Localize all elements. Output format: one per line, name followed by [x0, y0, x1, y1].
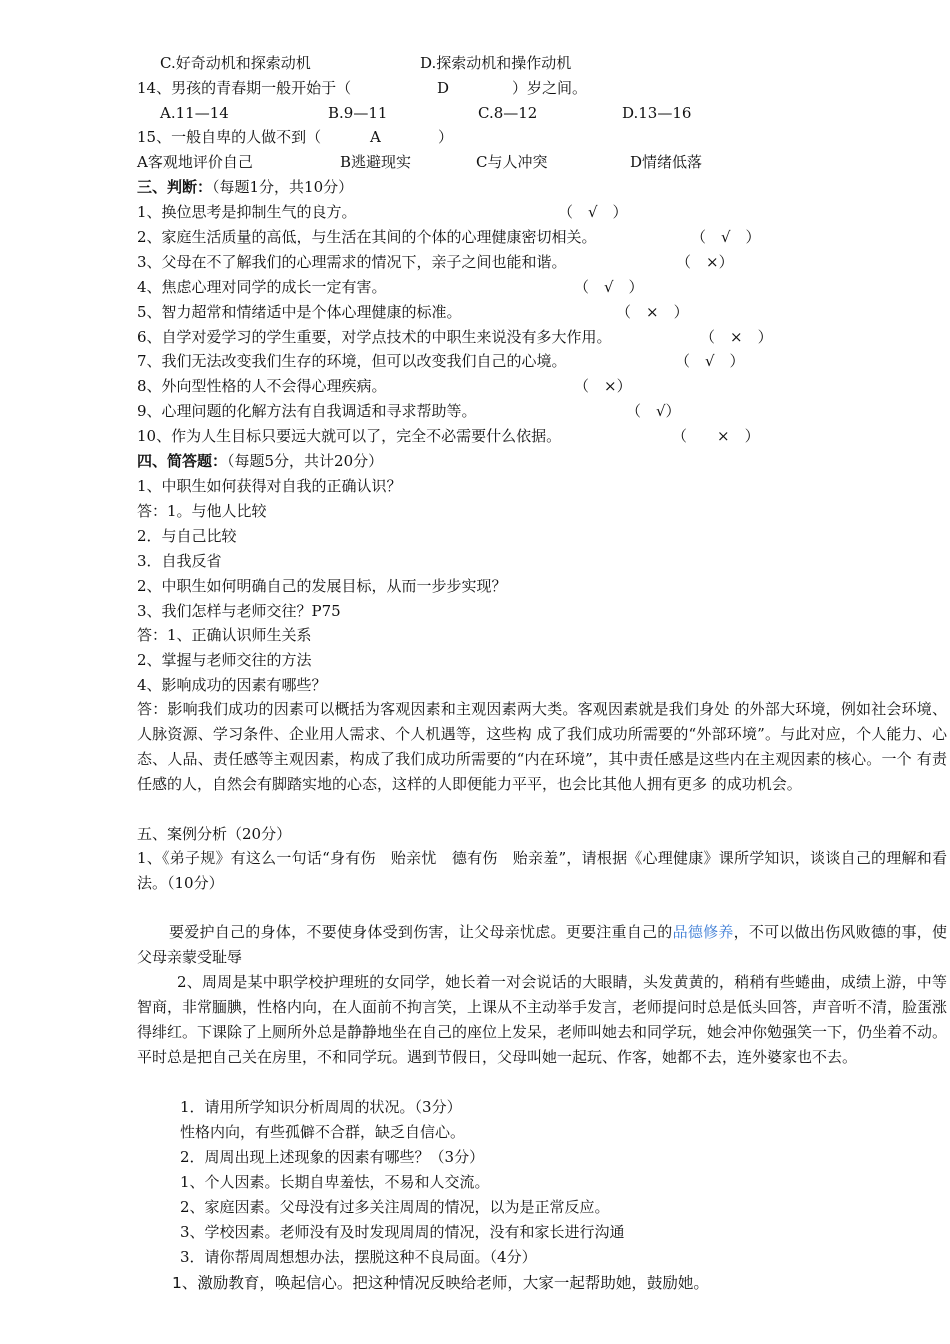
case-heading: 五、案例分析（20分） — [137, 825, 292, 843]
case-q1-answer-pre: 要爱护自己的身体，不要使身体受到伤害，让父母亲忧虑。更要注重自己的 — [169, 923, 673, 941]
judge-heading-note: （每题1分，共10分） — [212, 178, 354, 196]
judge-item-6: 6、自学对爱学习的学生重要，对学点技术的中职生来说没有多大作用。 — [137, 328, 612, 346]
case-q1: 1、《弟子规》有这么一句话“身有伤 贻亲忧 德有伤 贻亲羞”，请根据《心理健康》课所学知识，谈谈自己的理解和看法。（10分） — [137, 849, 947, 892]
q15-answer: A — [370, 128, 381, 146]
case-q2: 2、周周是某中职学校护理班的女同学，她长着一对会说话的大眼睛，头发黄黄的，稍稍有些蜷曲，成绩上游，中等智商，非常腼腆，性格内向，在人面前不拘言笑，上课从不主动举手发言，老师提问时总是低头回答，声音听不清，脸蛋涨得绯红。下课除了上厕所外总是静静地坐在自己的座位上发呆，老师叫她去和同学玩，她会冲你勉强笑一下，仍坐着不动。平时总是把自己关在房里，不和同学玩。遇到节假日，父母叫她一起玩、作客，她都不去，连外婆家也不去。 — [137, 973, 948, 1066]
q13-option-c: C.好奇动机和探索动机 — [160, 54, 311, 72]
short-q1: 1、中职生如何获得对自我的正确认识？ — [137, 477, 402, 495]
moral-cultivation-link[interactable]: 品德修养 — [672, 923, 734, 941]
case-sub2: 2．周周出现上述现象的因素有哪些？（3分） — [180, 1148, 485, 1166]
short-q3-answer-2: 2、掌握与老师交往的方法 — [137, 651, 312, 669]
case-sub1: 1．请用所学知识分析周周的状况。（3分） — [180, 1098, 462, 1116]
judge-mark-7: （ √ ） — [675, 352, 745, 370]
q15-option-b: B逃避现实 — [340, 153, 412, 171]
judge-heading: 三、判断： — [137, 178, 213, 196]
q15-option-d: D情绪低落 — [630, 153, 703, 171]
judge-item-2: 2、家庭生活质量的高低，与生活在其间的个体的心理健康密切相关。 — [137, 228, 597, 246]
short-heading: 四、简答题： — [137, 452, 228, 470]
judge-mark-3: （ ×） — [676, 253, 734, 271]
judge-mark-8: （ ×） — [574, 377, 632, 395]
q14-option-a: A.11—14 — [160, 104, 229, 122]
q14-tail: ）岁之间。 — [512, 79, 588, 97]
judge-item-9: 9、心理问题的化解方法有自我调适和寻求帮助等。 — [137, 402, 477, 420]
short-q1-answer-1: 答：1。与他人比较 — [137, 502, 267, 520]
short-q2: 2、中职生如何明确自己的发展目标，从而一步步实现？ — [137, 577, 507, 595]
short-q4: 4、影响成功的因素有哪些？ — [137, 676, 327, 694]
judge-mark-2: （ √ ） — [691, 228, 761, 246]
case-q1-answer-post: ，不可以做出伤风败德的事，使父母亲蒙受耻辱 — [137, 923, 947, 966]
case-sub1-answer: 性格内向，有些孤僻不合群，缺乏自信心。 — [180, 1123, 466, 1141]
short-heading-note: （每题5分，共计20分） — [227, 452, 384, 470]
judge-item-7: 7、我们无法改变我们生存的环境，但可以改变我们自己的心境。 — [137, 352, 567, 370]
q15-option-c: C与人冲突 — [476, 153, 548, 171]
short-q1-answer-3: 3．自我反省 — [137, 552, 222, 570]
judge-mark-4: （ √ ） — [574, 278, 644, 296]
judge-mark-10: （ × ） — [672, 427, 760, 445]
judge-item-4: 4、焦虑心理对同学的成长一定有害。 — [137, 278, 387, 296]
case-sub2-answer-1: 1、个人因素。长期自卑羞怯，不易和人交流。 — [180, 1173, 490, 1191]
judge-mark-5: （ × ） — [616, 303, 689, 321]
judge-mark-9: （ √） — [626, 402, 681, 420]
judge-mark-6: （ × ） — [700, 328, 773, 346]
judge-item-3: 3、父母在不了解我们的心理需求的情况下，亲子之间也能和谐。 — [137, 253, 567, 271]
q15-stem: 15、一般自卑的人做不到（ — [137, 128, 322, 146]
case-sub2-answer-2: 2、家庭因素。父母没有过多关注周周的情况，以为是正常反应。 — [180, 1198, 610, 1216]
case-sub2-answer-3: 3、学校因素。老师没有及时发现周周的情况，没有和家长进行沟通 — [180, 1223, 625, 1241]
short-q1-answer-2: 2．与自己比较 — [137, 527, 237, 545]
case-q1-answer — [137, 920, 947, 970]
short-section-heading — [137, 450, 383, 472]
q13-option-d: D.探索动机和操作动机 — [420, 54, 572, 72]
judge-section-heading — [137, 176, 353, 198]
q14-option-c: C.8—12 — [478, 104, 538, 122]
short-q4-answer: 答：影响我们成功的因素可以概括为客观因素和主观因素两大类。客观因素就是我们身处 的外部大环境，例如社会环境、人脉资源、学习条件、企业用人需求、个人机遇等，这些构 成了我们成功所需要的“外部环境”。与此对应，个人能力、心态、人品、责任感等主观因素，构成了我们成功所需要的“内在环境”，其中责任感是这些内在主观因素的核心。一个 有责任感的人，自然会有脚踏实地的心态，这样的人即便能力平平，也会比其他人拥有更多 的成功机会。 — [137, 700, 947, 793]
case-sub3-answer-1: 1、激励教育，唤起信心。把这种情况反映给老师，大家一起帮助她，鼓励她。 — [172, 1274, 709, 1292]
judge-item-1: 1、换位思考是抑制生气的良方。 — [137, 203, 357, 221]
q14-option-b: B.9—11 — [328, 104, 388, 122]
q14-stem: 14、男孩的青春期一般开始于（ — [137, 79, 352, 97]
q14-answer: D — [437, 79, 450, 97]
short-q3: 3、我们怎样与老师交往？P75 — [137, 602, 341, 620]
judge-item-5: 5、智力超常和情绪适中是个体心理健康的标准。 — [137, 303, 462, 321]
q15-tail: ） — [438, 128, 454, 146]
judge-mark-1: （ √ ） — [558, 203, 628, 221]
q14-option-d: D.13—16 — [622, 104, 692, 122]
judge-item-8: 8、外向型性格的人不会得心理疾病。 — [137, 377, 387, 395]
q15-option-a: A客观地评价自己 — [137, 153, 253, 171]
judge-item-10: 10、作为人生目标只要远大就可以了，完全不必需要什么依据。 — [137, 427, 562, 445]
short-q3-answer-1: 答：1、正确认识师生关系 — [137, 626, 312, 644]
case-sub3: 3．请你帮周周想想办法，摆脱这种不良局面。（4分） — [180, 1248, 537, 1266]
